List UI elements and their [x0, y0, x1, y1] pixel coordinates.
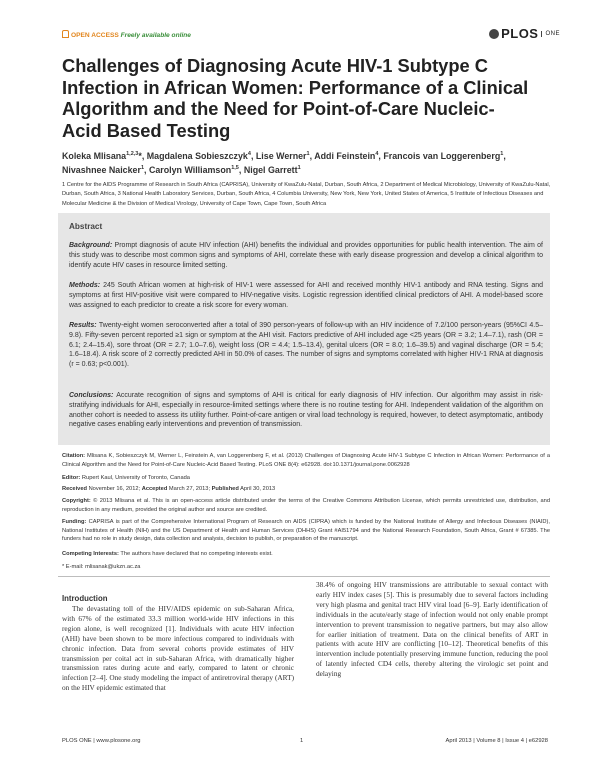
- citation: Citation: Mlisana K, Sobieszczyk M, Werner L, Feinstein A, van Loggerenberg F, et al. (2013) Challenges of Diagnosing Acute HIV-1 Subtype C Infection in African Women: Performance of a Clinical Algorithm and the Need for Point-of-Care Nucleic-Acid Based Testing. PLoS ONE 8(4): e62928. doi:10.1371/journal.pone.0062928: [62, 453, 550, 468]
- author[interactable]: Nivashnee Naicker$^1$,: [62, 165, 149, 176]
- journal-header: [62, 26, 560, 44]
- intro-column-right: 38.4% of ongoing HIV transmissions are attributable to sexual contact with early HIV index cases [5]. This is presumably due to several factors including very high plasma and genital tract HIV viral load [6–9]. Early identification of individuals in the acute/early stage of infection would not only enable prompt intervention to prevent transmission to negative partners, but may also allow for earlier initiation of treatment. Data on the clinical benefits of ART in patients with acute HIV are conflicting [10–12]. Theoretical benefits of this intervention include potentially preserving immune function, reducing the pool of latently infected CD4 cells, thereby altering the virologic set point and delaying: [316, 580, 548, 679]
- open-access-badge: OPEN ACCESS Freely available online: [62, 30, 191, 39]
- dates: Received November 16, 2012; Accepted March 27, 2013; Published April 30, 2013: [62, 486, 276, 492]
- abstract-results: Results: Twenty-eight women seroconverted after a total of 390 person-years of follow-up with an HIV incidence of 7.2/100 person-years (95%CI 4.5–9.8). Fifty-seven percent reported ≥1 sign or symptom at the AHI visit. Factors predictive of AHI included age <25 years (OR = 3.2; 1.4–7.1), rash (OR = 6.1; 2.4–15.4), sore throat (OR = 2.7; 1.0–7.6), weight loss (OR = 4.4; 1.5–13.4), genital ulcers (OR = 8.0; 1.6–39.5) and vaginal discharge (OR = 5.4; 1.6–18.4). A risk score of 2 correctly predicted AHI in 50.0% of cases. The number of signs and symptoms correlated with higher HIV-1 RNA at diagnosis (r = 0.63; p<0.001).: [69, 322, 543, 369]
- copyright: Copyright: © 2013 Mlisana et al. This is an open-access article distributed under the terms of the Creative Commons Attribution License, which permits unrestricted use, distribution, and reproduction in any medium, provided the original author and source are credited.: [62, 498, 550, 513]
- page-number: 1: [300, 738, 304, 744]
- editor: Editor: Rupert Kaul, University of Toronto, Canada: [62, 475, 190, 481]
- abstract-methods: Methods: 245 South African women at high-risk of HIV-1 were assessed for AHI and received monthly HIV-1 antibody and RNA testing. Signs and symptoms at first HIV-positive visit were compared to HIV-negative visits. Logistic regression identified clinical predictors of AHI. A model-based score was assigned to each predictor to create a risk score for every woman.: [69, 282, 544, 309]
- abstract-box: [58, 213, 550, 445]
- unlocked-lock-icon: [62, 30, 69, 38]
- footer-journal: PLOS ONE | www.plosone.org: [62, 738, 141, 744]
- author-list: [62, 148, 540, 177]
- footer-issue: April 2013 | Volume 8 | Issue 4 | e62928: [445, 738, 548, 744]
- corresponding-email[interactable]: * E-mail: mlisanak@ukzn.ac.za: [62, 564, 141, 570]
- plos-logo-icon: [489, 29, 499, 39]
- competing-interests: Competing Interests: The authors have declared that no competing interests exist.: [62, 551, 273, 557]
- author[interactable]: Carolyn Williamson$^{1,5}$,: [148, 165, 244, 176]
- author[interactable]: Lise Werner$^1$,: [255, 150, 315, 161]
- abstract-background: Background: Prompt diagnosis of acute HIV infection (AHI) benefits the individual and provides opportunities for public health intervention. The aim of this study was to describe most common signs and symptoms of AHI, correlate these with early disease progression and develop a clinical algorithm to identify acute HIV cases in resource limited setting.: [69, 242, 543, 269]
- intro-column-left: The devastating toll of the HIV/AIDS epidemic on sub-Saharan Africa, with 67% of the estimated 33.3 million world-wide HIV infections in this region alone, is well recognized [1]. Individuals with acute HIV infection (AHI) have been shown to be more infectious compared to individuals with chronic infection. Data from several cohorts provide estimates of HIV transmission per coital act in sub-Saharan Africa, with dramatically higher transmission rates during acute and early, compared to latent or chronic infection [2–4]. One study modeling the impact of antiretroviral therapy (ART) on the HIV epidemic estimated that: [62, 604, 294, 693]
- journal-logo: PLOS ONE: [489, 26, 560, 41]
- divider: [58, 576, 550, 577]
- author[interactable]: Addi Feinstein$^4$,: [314, 150, 384, 161]
- author[interactable]: Nigel Garrett$^1$: [243, 165, 301, 176]
- article-title: Challenges of Diagnosing Acute HIV-1 Subtype C Infection in African Women: Performance of a Clinical Algorithm and the Need for Point-of-Care Nucleic-Acid Based Testing: [62, 55, 529, 141]
- abstract-heading: Abstract: [69, 222, 103, 231]
- author[interactable]: Magdalena Sobieszczyk$^4$,: [146, 150, 256, 161]
- page-footer: [62, 738, 548, 748]
- introduction-heading: Introduction: [62, 594, 108, 603]
- author[interactable]: Francois van Loggerenberg$^1$,: [383, 150, 506, 161]
- affiliations: 1 Centre for the AIDS Programme of Research in South Africa (CAPRISA), University of KwaZulu-Natal, Durban, South Africa, 2 Department of Medical Microbiology, University of KwaZulu-Natal, Durban, South Africa, 3 National Health Laboratory Services, Durban, South Africa, 4 Columbia University, New York, New York, United States of America, 5 Institute of Infectious Diseases and Molecular Medicine & the Division of Medical Virology, University of Cape Town, Cape Town, South Africa: [62, 182, 551, 207]
- funding: Funding: CAPRISA is part of the Comprehensive International Program of Research on AIDS (CIPRA) which is funded by the National Institute of Allergy and Infectious Diseases (NIAID), National Institutes of Health (NIH) and the US Department of Health and Human Services (DHHS) Grant #AI51794 and the National Research Foundation, South Africa, Grant # 67385. The funders had no role in study design, data collection and analysis, decision to publish, or preparation of the manuscript.: [62, 519, 550, 543]
- author[interactable]: Koleka Mlisana$^{1,2,3}$*,: [62, 150, 147, 161]
- abstract-conclusions: Conclusions: Accurate recognition of signs and symptoms of AHI is critical for early diagnosis of HIV infection. Our algorithm may assist in risk-stratifying individuals for AHI, especially in resource-limited settings where there is no routine testing for AHI. Independent validation of the algorithm on another cohort is needed to assess its utility further. Point-of-care antigen or viral load technology is required, however, to detect asymptomatic, antibody negative cases enabling early interventions and prevention of transmission.: [69, 392, 543, 429]
